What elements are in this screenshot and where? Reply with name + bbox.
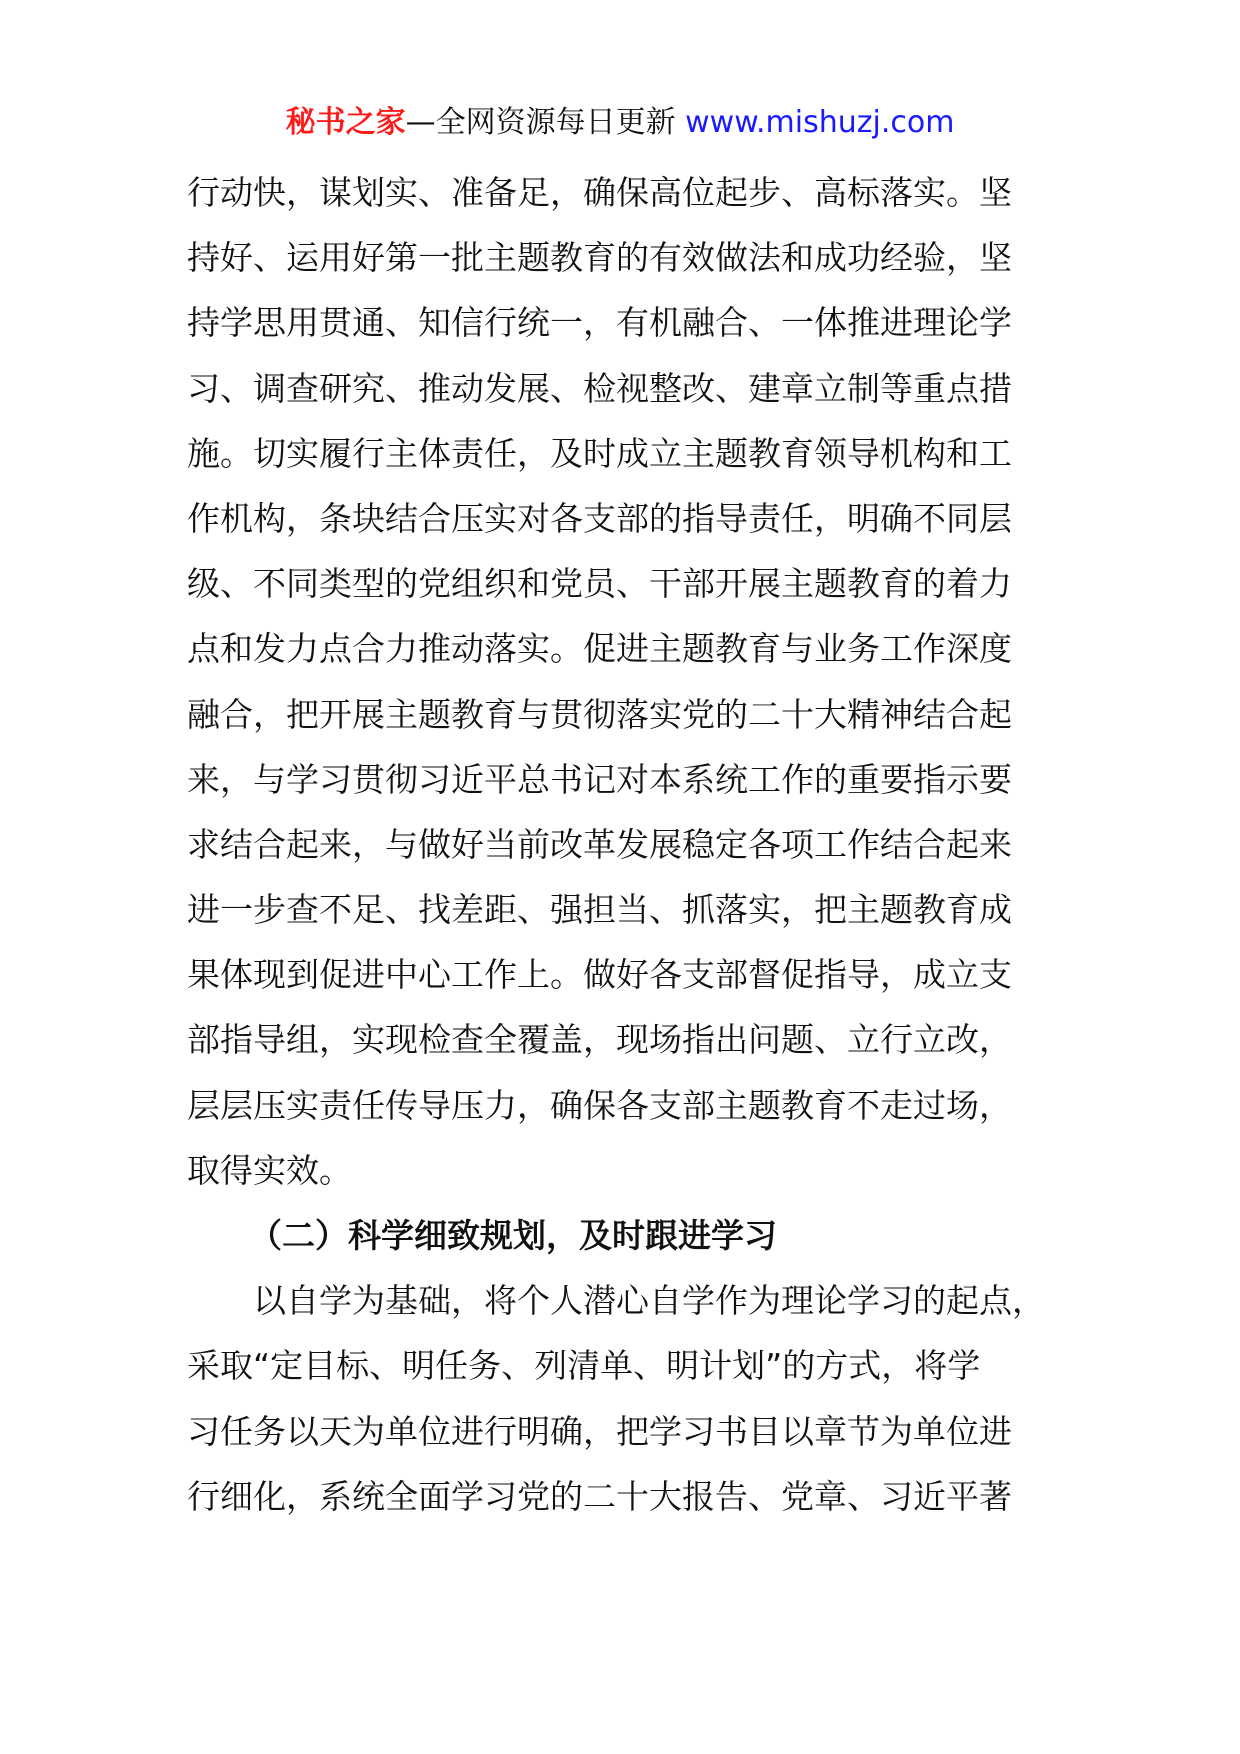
paragraph-line: 作机构，条块结合压实对各支部的指导责任，明确不同层	[187, 498, 1012, 538]
paragraph-line: 点和发力点合力推动落实。促进主题教育与业务工作深度	[187, 629, 1012, 669]
paragraph-line: 行动快，谋划实、准备足，确保高位起步、高标落实。坚	[187, 173, 1012, 212]
paragraph-line: 求结合起来，与做好当前改革发展稳定各项工作结合起来	[187, 824, 1012, 864]
paragraph-2	[187, 1268, 1057, 1529]
paragraph-line: 进一步查不足、找差距、强担当、抓落实，把主题教育成	[187, 890, 1012, 930]
section-heading: （二）科学细致规划，及时跟进学习	[249, 1216, 777, 1255]
header-tagline: —全网资源每日更新	[405, 105, 686, 140]
paragraph-line: 层层压实责任传导压力，确保各支部主题教育不走过场，	[187, 1085, 1012, 1125]
paragraph-line: 持学思用贯通、知信行统一，有机融合、一体推进理论学	[187, 303, 1012, 343]
paragraph-line: 施。切实履行主体责任，及时成立主题教育领导机构和工	[187, 433, 1012, 473]
paragraph-line: 以自学为基础，将个人潜心自学作为理论学习的起点，	[253, 1281, 1045, 1321]
document-body	[187, 160, 1057, 1529]
paragraph-1	[187, 160, 1057, 1203]
paragraph-line: 习、调查研究、推动发展、检视整改、建章立制等重点措	[187, 368, 1012, 408]
paragraph-line: 果体现到促进中心工作上。做好各支部督促指导，成立支	[187, 955, 1012, 995]
paragraph-line: 部指导组，实现检查全覆盖，现场指出问题、立行立改，	[187, 1020, 1012, 1060]
brand-name: 秘书之家	[285, 105, 406, 140]
paragraph-line: 行细化，系统全面学习党的二十大报告、党章、习近平著	[187, 1476, 1012, 1516]
paragraph-line: 级、不同类型的党组织和党员、干部开展主题教育的着力	[187, 564, 1012, 604]
page-header	[0, 100, 1240, 146]
paragraph-line: 来，与学习贯彻习近平总书记对本系统工作的重要指示要	[187, 759, 1012, 799]
paragraph-line: 持好、运用好第一批主题教育的有效做法和成功经验，坚	[187, 238, 1012, 278]
paragraph-line: 采取“定目标、明任务、列清单、明计划”的方式，将学	[187, 1346, 981, 1386]
website-link[interactable]: www.mishuzj.com	[685, 105, 955, 140]
paragraph-line: 习任务以天为单位进行明确，把学习书目以章节为单位进	[187, 1411, 1012, 1451]
paragraph-line: 取得实效。	[187, 1150, 352, 1190]
paragraph-line: 融合，把开展主题教育与贯彻落实党的二十大精神结合起	[187, 694, 1012, 734]
